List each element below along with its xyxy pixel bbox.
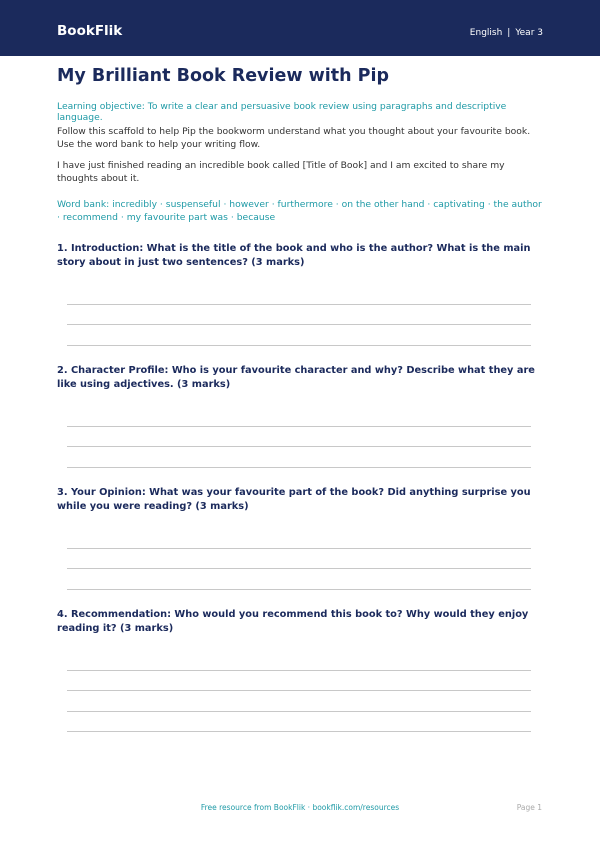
subject-label: English: [469, 28, 503, 38]
brand-logo: BookFlik: [57, 23, 123, 39]
question-4: 4. Recommendation: Who would you recommend this book to? Why would they enjoy reading it? (3 marks): [57, 609, 529, 634]
header-meta: [470, 28, 543, 38]
answer-line-3b[interactable]: [67, 568, 531, 569]
question-2: 2. Character Profile: Who is your favourite character and why? Describe what they are like using adjectives. (3 marks): [57, 365, 535, 390]
answer-line-4c[interactable]: [67, 711, 531, 712]
answer-line-4b[interactable]: [67, 690, 531, 691]
question-3: 3. Your Opinion: What was your favourite part of the book? Did anything surprise you while you were reading? (3 marks): [57, 487, 531, 512]
footer-link[interactable]: Free resource from BookFlik · bookflik.com/resources: [200, 803, 400, 812]
answer-line-2b[interactable]: [67, 446, 531, 447]
answer-line-2a[interactable]: [67, 426, 531, 427]
answer-line-2c[interactable]: [67, 467, 531, 468]
answer-line-3a[interactable]: [67, 548, 531, 549]
answer-line-1c[interactable]: [67, 345, 531, 346]
sentence-starter-paragraph: I have just finished reading an incredible book called [Title of Book] and I am excited to share my thoughts about it.: [57, 160, 505, 184]
page-title: My Brilliant Book Review with Pip: [57, 66, 390, 86]
page-number: Page 1: [516, 803, 542, 812]
answer-line-1b[interactable]: [67, 324, 531, 325]
word-bank: Word bank: incredibly · suspenseful · however · furthermore · on the other hand · captivating · the author · recommend · my favourite part was · because: [57, 199, 542, 223]
meta-separator: |: [507, 28, 511, 38]
instructions-paragraph: Follow this scaffold to help Pip the bookworm understand what you thought about your favourite book. Use the word bank to help your writing flow.: [57, 126, 531, 150]
header-bar: [0, 0, 600, 56]
answer-line-3c[interactable]: [67, 589, 531, 590]
answer-line-4d[interactable]: [67, 731, 531, 732]
learning-objective: Learning objective: To write a clear and persuasive book review using paragraphs and descriptive language.: [57, 101, 507, 123]
answer-line-1a[interactable]: [67, 304, 531, 305]
answer-line-4a[interactable]: [67, 670, 531, 671]
question-1: 1. Introduction: What is the title of the book and who is the author? What is the main story about in just two sentences? (3 marks): [57, 243, 531, 268]
year-label: Year 3: [515, 28, 543, 38]
